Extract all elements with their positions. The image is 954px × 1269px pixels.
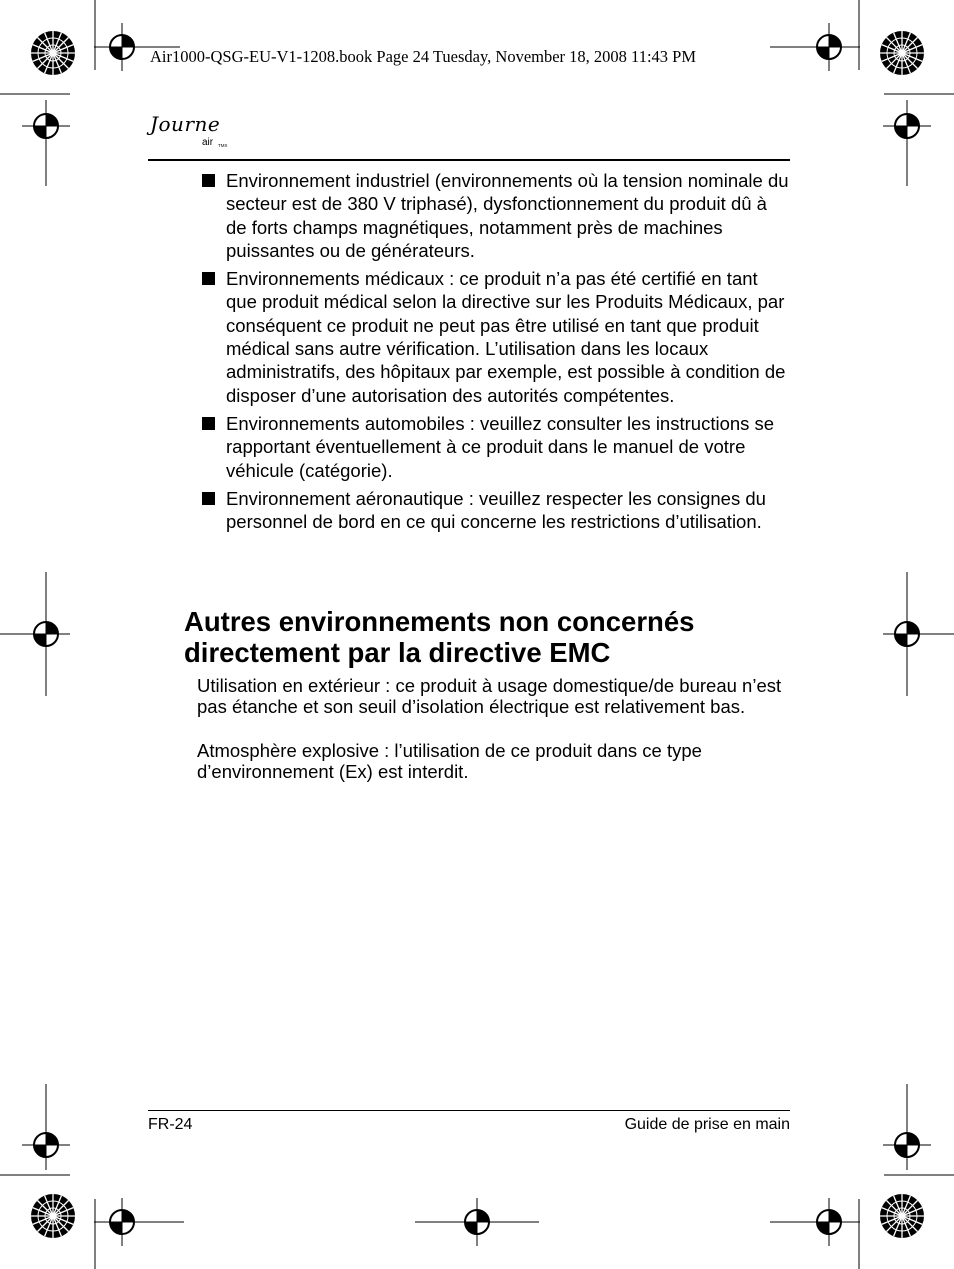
paragraph-explosive-atmosphere: Atmosphère explosive : l’utilisation de ce produit dans ce type d’environnement (Ex) est interdit.: [197, 740, 702, 782]
list-item: [200, 487, 792, 534]
journee-air-logo: [146, 112, 236, 162]
footer-rule: [148, 1110, 790, 1111]
square-bullet-icon: [202, 272, 215, 285]
square-bullet-icon: [202, 174, 215, 187]
star-target-icon: [880, 31, 924, 75]
logo-brand-text: air: [202, 137, 214, 148]
list-item-text: Environnements médicaux : ce produit n’a pas été certifié en tant que produit médical selon la directive sur les Produits Médicaux, par conséquent ce produit ne peut pas être utilisé en tant que produit médical sans autre vérification. L’utilisation dans les locaux administratifs, des hôpitaux par exemple, est possible à condition de disposer d’une autorisation des autorités compétentes.: [226, 268, 786, 406]
list-item: [200, 412, 792, 482]
star-target-icon: [31, 31, 75, 75]
star-target-icon: [880, 1194, 924, 1238]
list-item-text: Environnement industriel (environnements où la tension nominale du secteur est de 380 V triphasé), dysfonctionnement du produit dû à de forts champs magnétiques, notamment près de machines puissantes ou de générateurs.: [226, 170, 789, 261]
paragraph-outdoor-use: Utilisation en extérieur : ce produit à usage domestique/de bureau n’est pas étanche et son seuil d’isolation électrique est relativement bas.: [197, 675, 782, 717]
star-target-icon: [31, 1194, 75, 1238]
list-item-text: Environnements automobiles : veuillez consulter les instructions se rapportant éventuellement à ce produit dans le manuel de votre véhicule (catégorie).: [226, 412, 775, 481]
logo-tag-text: TMX: [218, 143, 228, 148]
list-item: [200, 169, 792, 262]
list-item: [200, 267, 792, 407]
list-item-text: Environnement aéronautique : veuillez respecter les consignes du personnel de bord en ce qui concerne les restrictions d’utilisation.: [226, 487, 766, 533]
logo-script-text: Journe: [150, 112, 221, 136]
square-bullet-icon: [202, 417, 215, 430]
bullet-list: [200, 169, 792, 538]
guide-title: Guide de prise en main: [624, 1116, 790, 1133]
header-rule: [148, 159, 790, 161]
book-slug-line: Air1000-QSG-EU-V1-1208.book Page 24 Tuesday, November 18, 2008 11:43 PM: [150, 47, 696, 66]
page-number: FR-24: [148, 1116, 193, 1133]
section-heading: Autres environnements non concernés directement par la directive EMC: [184, 606, 695, 668]
square-bullet-icon: [202, 492, 215, 505]
